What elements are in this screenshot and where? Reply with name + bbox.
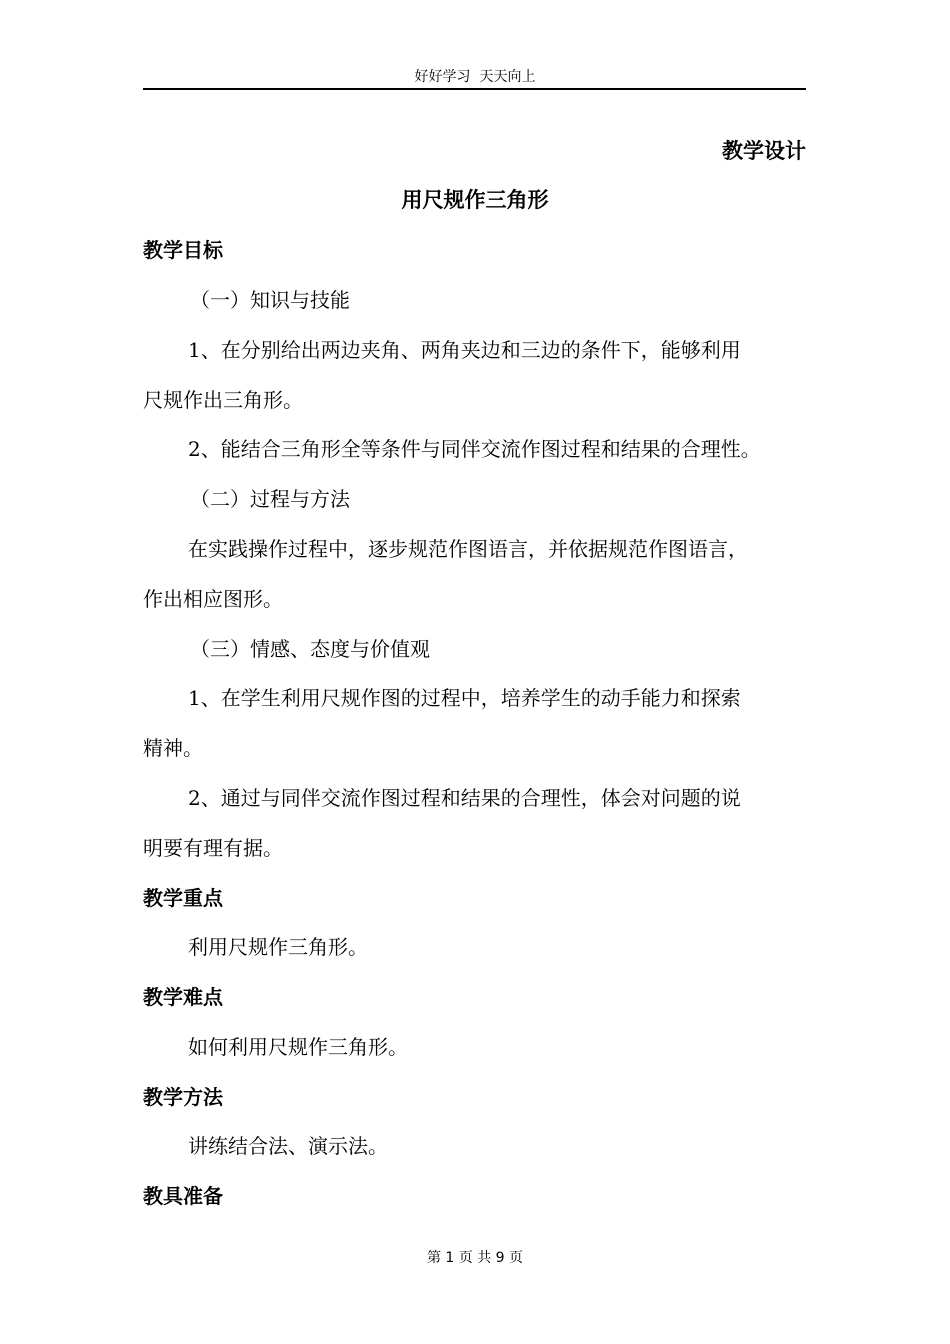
knowledge-item-1-line-2: 尺规作出三角形。 <box>143 388 303 412</box>
document-title: 用尺规作三角形 <box>401 188 549 212</box>
page-number-footer: 第 1 页 共 9 页 <box>426 1250 524 1266</box>
section-heading-methods: 教学方法 <box>143 1085 223 1109</box>
section-heading-tools: 教具准备 <box>143 1184 223 1208</box>
section-heading-objectives: 教学目标 <box>143 238 223 262</box>
knowledge-item-1-line-1: 1、在分别给出两边夹角、两角夹边和三边的条件下，能够利用 <box>188 338 741 362</box>
emotion-item-2-line-2: 明要有理有据。 <box>143 836 283 860</box>
subsection-heading-process: （二）过程与方法 <box>190 487 350 511</box>
page-header-text: 好好学习 天天向上 <box>414 69 536 85</box>
methods-text: 讲练结合法、演示法。 <box>188 1134 388 1158</box>
header-divider <box>143 88 806 90</box>
emotion-item-1-line-2: 精神。 <box>143 736 203 760</box>
process-text-line-1: 在实践操作过程中，逐步规范作图语言，并依据规范作图语言， <box>188 537 748 561</box>
knowledge-item-2-line-1: 2、能结合三角形全等条件与同伴交流作图过程和结果的合理性。 <box>188 437 761 461</box>
document-type-label: 教学设计 <box>722 139 806 163</box>
section-heading-key-points: 教学重点 <box>143 886 223 910</box>
key-points-text: 利用尺规作三角形。 <box>188 935 368 959</box>
subsection-heading-knowledge: （一）知识与技能 <box>190 288 350 312</box>
emotion-item-2-line-1: 2、通过与同伴交流作图过程和结果的合理性，体会对问题的说 <box>188 786 741 810</box>
process-text-line-2: 作出相应图形。 <box>143 587 283 611</box>
emotion-item-1-line-1: 1、在学生利用尺规作图的过程中，培养学生的动手能力和探索 <box>188 686 741 710</box>
section-heading-difficulties: 教学难点 <box>143 985 223 1009</box>
difficulties-text: 如何利用尺规作三角形。 <box>188 1035 408 1059</box>
subsection-heading-emotion: （三）情感、态度与价值观 <box>190 637 430 661</box>
